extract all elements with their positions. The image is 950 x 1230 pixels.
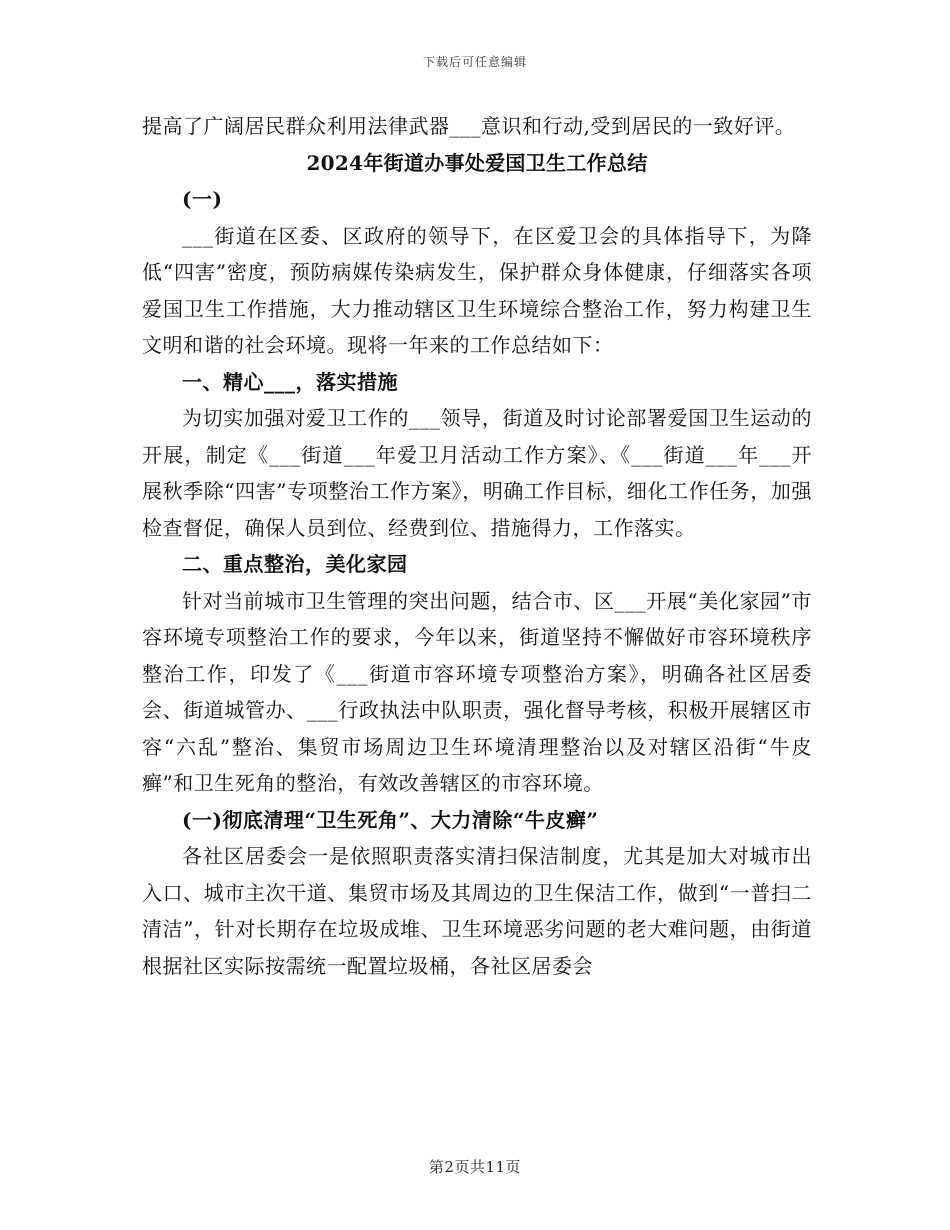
section-marker: (一)	[182, 187, 223, 211]
section-1-paragraph: 为切实加强对爱卫工作的___领导，街道及时讨论部署爱国卫生运动的开展，制定《___街道___年爱卫月活动工作方案》、《___街道___年___开展秋季除“四害”专项整治工作方案》，明确工作目标，细化工作任务，加强检查督促，确保人员到位、经费到位、措施得力，工作落实。	[142, 406, 812, 540]
subsection-1-paragraph: 各社区居委会一是依照职责落实清扫保洁制度，尤其是加大对城市出入口、城市主次干道、集贸市场及其周边的卫生保洁工作，做到“一普扫二清洁”，针对长期存在垃圾成堆、卫生环境恶劣问题的老大难问题，由街道根据社区实际按需统一配置垃圾桶，各社区居委会	[142, 844, 812, 978]
page-number-footer: 第2页共11页	[428, 1158, 522, 1176]
section-heading-1: 一、精心___，落实措施	[182, 369, 398, 394]
subsection-heading-1: (一)彻底清理“卫生死角”、大力清除“牛皮癣”	[182, 807, 599, 832]
document-title: 2024年街道办事处爱国卫生工作总结	[306, 150, 648, 175]
document-body	[142, 108, 812, 984]
section-2-paragraph: 针对当前城市卫生管理的突出问题，结合市、区___开展“美化家园”市容环境专项整治工作的要求，今年以来，街道坚持不懈做好市容环境秩序整治工作，印发了《___街道市容环境专项整治方案》，明确各社区居委会、街道城管办、___行政执法中队职责，强化督导考核，积极开展辖区市容“六乱”整治、集贸市场周边卫生环境清理整治以及对辖区沿街“牛皮癣”和卫生死角的整治，有效改善辖区的市容环境。	[142, 588, 812, 795]
section-heading-2: 二、重点整治，美化家园	[182, 552, 408, 576]
continuation-paragraph: 提高了广阔居民群众利用法律武器___意识和行动,受到居民的一致好评。	[142, 114, 796, 138]
intro-paragraph: ___街道在区委、区政府的领导下，在区爱卫会的具体指导下，为降低“四害”密度，预防病媒传染病发生，保护群众身体健康，仔细落实各项爱国卫生工作措施，大力推动辖区卫生环境综合整治工作，努力构建卫生文明和谐的社会环境。现将一年来的工作总结如下：	[142, 223, 812, 357]
page-header: 下载后可任意编辑	[422, 55, 527, 69]
